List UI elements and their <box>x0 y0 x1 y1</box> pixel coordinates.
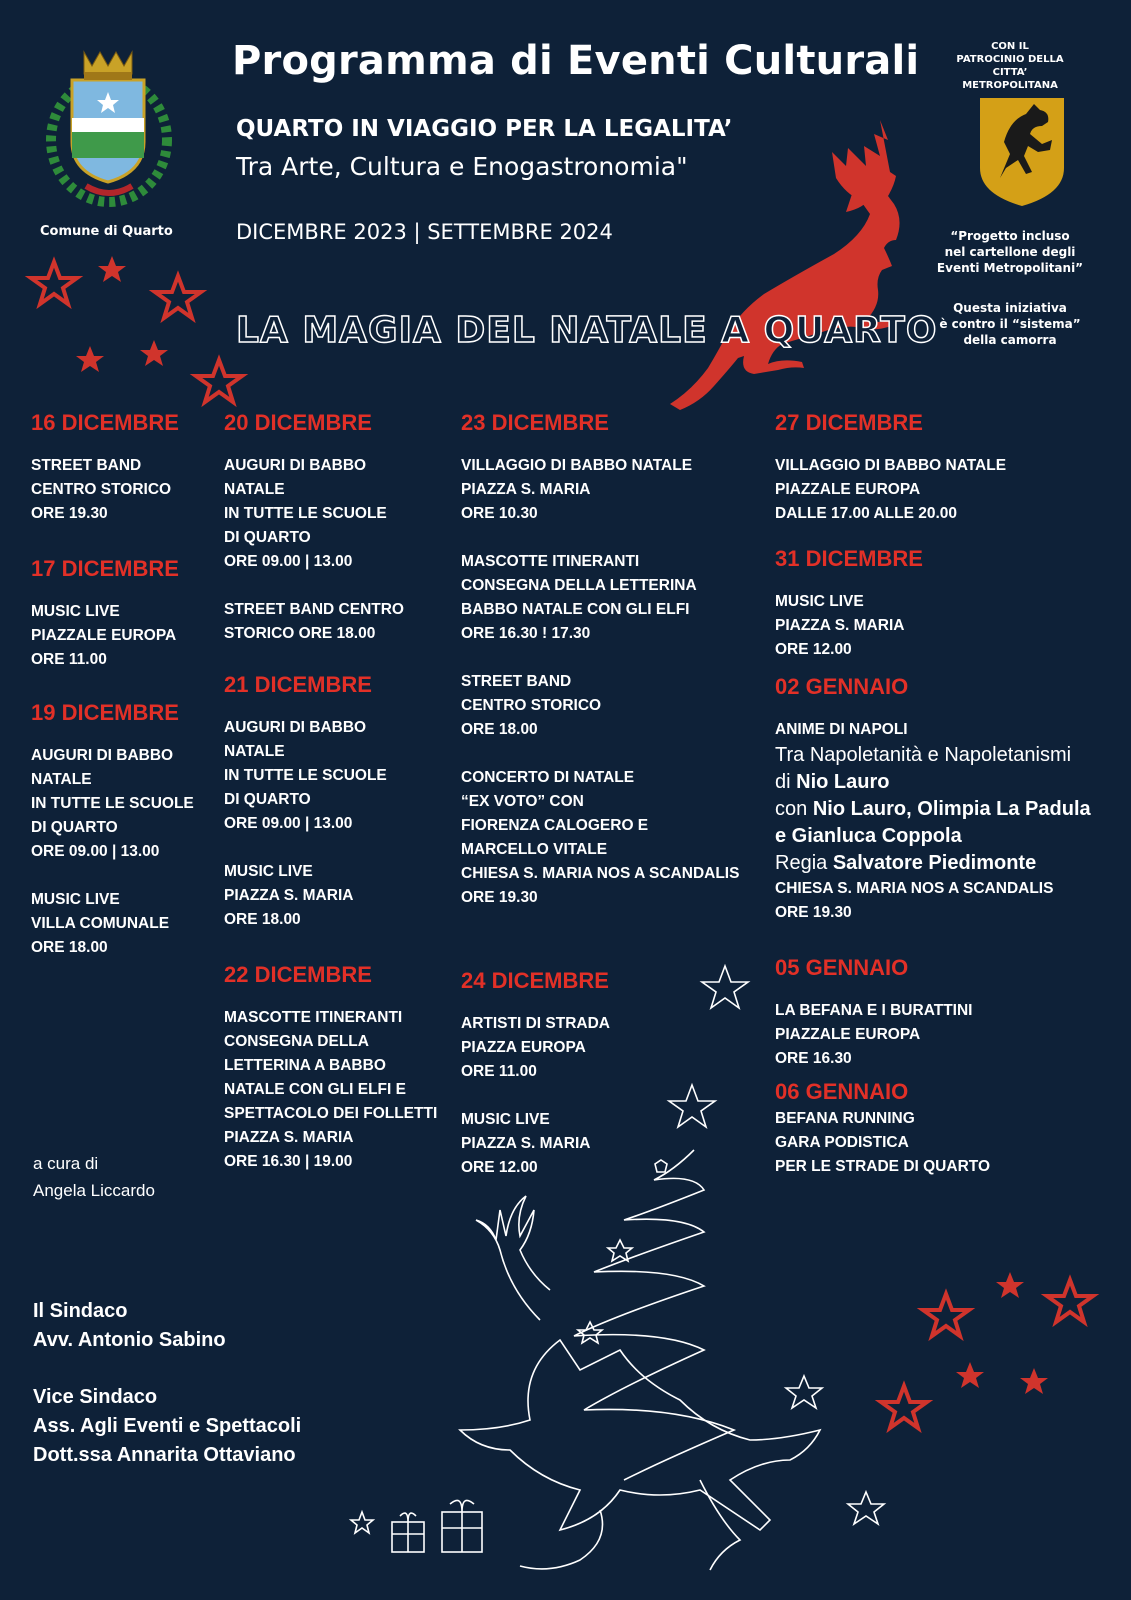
anime-di-napoli-event <box>775 718 1125 925</box>
event-cast-line-2: e Gianluca Coppola <box>775 825 962 847</box>
date-heading: 02 GENNAIO <box>775 674 909 699</box>
cast-names: Nio Lauro, Olimpia La Padula <box>812 798 1091 820</box>
date-heading: 22 DICEMBRE <box>224 962 372 987</box>
star-icon <box>956 1272 1048 1394</box>
event-period: DICEMBRE 2023 | SETTEMBRE 2024 <box>236 220 613 244</box>
event-entry: VILLAGGIO DI BABBO NATALE PIAZZALE EUROPA DALLE 17.00 ALLE 20.00 <box>775 457 1007 522</box>
comune-label: Comune di Quarto <box>40 224 173 239</box>
patrocinio-label: CON IL PATROCINIO DELLA CITTA’ METROPOLITANA <box>956 41 1064 91</box>
star-icon <box>31 262 242 402</box>
event-title: ANIME DI NAPOLI <box>775 721 908 738</box>
event-entry: MASCOTTE ITINERANTI CONSEGNA DELLA LETTERINA BABBO NATALE CON GLI ELFI ORE 16.30 ! 17.30 <box>461 553 697 642</box>
mayor-credit: Il Sindaco Avv. Antonio Sabino <box>33 1300 226 1351</box>
date-heading: 16 DICEMBRE <box>31 410 179 435</box>
subtitle-arte-cultura: Tra Arte, Cultura e Enogastronomia" <box>236 152 688 181</box>
event-entry: MUSIC LIVE PIAZZA S. MARIA ORE 12.00 <box>461 1111 591 1176</box>
event-entry: CONCERTO DI NATALE “EX VOTO” CON FIORENZA CALOGERO E MARCELLO VITALE CHIESA S. MARIA NOS A SCANDALIS ORE 19.30 <box>461 769 740 906</box>
date-heading: 20 DICEMBRE <box>224 410 372 435</box>
subtitle-legalita: QUARTO IN VIAGGIO PER LA LEGALITA’ <box>236 116 733 142</box>
event-entry: STREET BAND CENTRO STORICO ORE 19.30 <box>31 457 172 522</box>
curator-credit: a cura di Angela Liccardo <box>33 1154 155 1200</box>
event-entry: AUGURI DI BABBO NATALE IN TUTTE LE SCUOLE DI QUARTO ORE 09.00 | 13.00 <box>31 747 194 860</box>
event-author-line: di Nio Lauro <box>775 771 890 793</box>
star-icon <box>76 256 168 372</box>
column-1 <box>31 410 221 960</box>
date-heading: 24 DICEMBRE <box>461 968 609 993</box>
outline-reindeer-tree-icon <box>460 1150 820 1570</box>
column-3 <box>461 410 761 1180</box>
event-entry: MUSIC LIVE VILLA COMUNALE ORE 18.00 <box>31 891 170 956</box>
anti-camorra-note: Questa iniziativa è contro il “sistema” della camorra <box>939 301 1081 347</box>
gift-icon <box>392 1500 482 1552</box>
event-entry: BEFANA RUNNING GARA PODISTICA PER LE STRADE DI QUARTO <box>775 1110 991 1175</box>
event-entry: STREET BAND CENTRO STORICO ORE 18.00 <box>224 601 404 642</box>
event-entry: ARTISTI DI STRADA PIAZZA EUROPA ORE 11.00 <box>461 1015 610 1080</box>
coat-of-arms-icon <box>51 52 167 202</box>
date-heading: 19 DICEMBRE <box>31 700 179 725</box>
event-entry: MASCOTTE ITINERANTI CONSEGNA DELLA LETTERINA A BABBO NATALE CON GLI ELFI E SPETTACOLO DEI FOLLETTI PIAZZA S. MARIA ORE 16.30 | 19.00 <box>224 1009 438 1170</box>
event-entry: VILLAGGIO DI BABBO NATALE PIAZZA S. MARIA ORE 10.30 <box>461 457 693 522</box>
event-cast-line: con Nio Lauro, Olimpia La Padula <box>775 798 1091 820</box>
date-heading: 31 DICEMBRE <box>775 546 923 571</box>
event-entry: AUGURI DI BABBO NATALE IN TUTTE LE SCUOLE DI QUARTO ORE 09.00 | 13.00 <box>224 719 387 832</box>
event-entry: AUGURI DI BABBO NATALE IN TUTTE LE SCUOLE DI QUARTO ORE 09.00 | 13.00 <box>224 457 387 570</box>
event-entry: MUSIC LIVE PIAZZA S. MARIA ORE 18.00 <box>224 863 354 928</box>
magia-natale-heading: LA MAGIA DEL NATALE A QUARTO <box>236 310 938 351</box>
star-icon <box>881 1280 1093 1428</box>
author-name: Nio Lauro <box>796 771 890 793</box>
event-entry: MUSIC LIVE PIAZZALE EUROPA ORE 11.00 <box>31 603 177 668</box>
date-heading: 23 DICEMBRE <box>461 410 609 435</box>
page-title: Programma di Eventi Culturali <box>232 38 920 84</box>
event-entry: STREET BAND CENTRO STORICO ORE 18.00 <box>461 673 602 738</box>
date-heading: 06 GENNAIO <box>775 1079 909 1104</box>
event-entry: LA BEFANA E I BURATTINI PIAZZALE EUROPA ORE 16.30 <box>775 1002 973 1067</box>
event-entry: MUSIC LIVE PIAZZA S. MARIA ORE 12.00 <box>775 593 905 658</box>
red-reindeer-icon <box>670 120 900 410</box>
progetto-note: “Progetto incluso nel cartellone degli Eventi Metropolitani” <box>936 229 1084 275</box>
column-4 <box>775 410 1125 1179</box>
date-heading: 17 DICEMBRE <box>31 556 179 581</box>
metropolitan-horse-shield-icon <box>980 98 1064 206</box>
event-subtitle: Tra Napoletanità e Napoletanismi <box>775 744 1072 766</box>
date-heading: 27 DICEMBRE <box>775 410 923 435</box>
date-heading: 05 GENNAIO <box>775 955 909 980</box>
vice-mayor-credit: Vice Sindaco Ass. Agli Eventi e Spettacoli Dott.ssa Annarita Ottaviano <box>33 1386 302 1466</box>
event-director-line: Regia Salvatore Piedimonte <box>775 852 1037 874</box>
date-heading: 21 DICEMBRE <box>224 672 372 697</box>
column-2 <box>224 410 449 1174</box>
event-location: CHIESA S. MARIA NOS A SCANDALIS ORE 19.30 <box>775 880 1054 921</box>
director-name: Salvatore Piedimonte <box>832 852 1037 874</box>
